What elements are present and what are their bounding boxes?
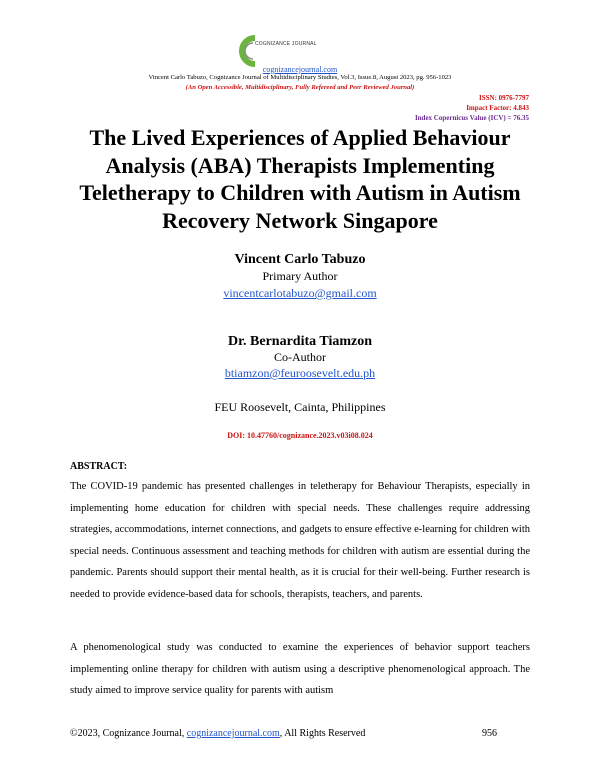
co-author-email-link[interactable]: btiamzon@feuroosevelt.edu.ph bbox=[224, 366, 376, 380]
logo-text: COGNIZANCE JOURNAL bbox=[255, 41, 317, 47]
primary-author-role: Primary Author bbox=[262, 269, 338, 283]
abstract-heading: ABSTRACT: bbox=[70, 461, 128, 472]
open-access-note: (An Open Accessible, Multidisciplinary, Fully Refereed and Peer Reviewed Journal) bbox=[185, 84, 415, 91]
co-author-role: Co-Author bbox=[274, 350, 326, 364]
primary-author-email-link[interactable]: vincentcarlotabuzo@gmail.com bbox=[223, 286, 377, 300]
doi: DOI: 10.47760/cognizance.2023.v03i08.024 bbox=[227, 431, 373, 440]
page-number: 956 bbox=[482, 728, 497, 739]
journal-logo-icon bbox=[233, 34, 283, 68]
primary-author-name: Vincent Carlo Tabuzo bbox=[234, 252, 366, 267]
citation-line: Vincent Carlo Tabuzo, Cognizance Journal of Multidisciplinary Studies, Vol.3, Issue.8, August 2023, pg. 956-1023 bbox=[148, 74, 452, 81]
paper-title: The Lived Experiences of Applied Behaviour Analysis (ABA) Therapists Implementing Teletherapy to Children with Autism in Autism Recovery Network Singapore bbox=[79, 125, 521, 233]
issn: ISSN: 0976-7797 bbox=[479, 94, 529, 102]
abstract-paragraph: A phenomenological study was conducted to examine the experiences of behavior support teachers implementing online therapy for children with autism using a descriptive phenomenological approach. The study aimed to improve service quality for parents with autism bbox=[70, 642, 530, 696]
co-author-name: Dr. Bernardita Tiamzon bbox=[227, 334, 373, 349]
icv-value: Index Copernicus Value (ICV) = 76.35 bbox=[414, 114, 529, 122]
journal-site-link[interactable]: cognizancejournal.com bbox=[262, 65, 338, 74]
affiliation: FEU Roosevelt, Cainta, Philippines bbox=[214, 400, 386, 414]
footer-copyright bbox=[70, 728, 365, 739]
abstract-paragraph: The COVID-19 pandemic has presented challenges in teletherapy for Behaviour Therapists, especially in implementing home education for children with special needs. These challenges require addressing strategies, accommodations, internet connections, and gadgets to ensure effective e-learning for children with special needs. Continuous assessment and teaching methods for children with autism are essential during the pandemic. Parents should support their mental health, as it is crucial for their well-being. Further research is needed to provide evidence-based data for schools, therapists, teachers, and parents. bbox=[70, 481, 530, 600]
footer-prefix: ©2023, Cognizance Journal, bbox=[70, 728, 187, 739]
impact-factor: Impact Factor: 4.843 bbox=[466, 104, 529, 112]
footer-site-link[interactable]: cognizancejournal.com bbox=[186, 728, 280, 739]
footer-suffix: , All Rights Reserved bbox=[279, 728, 366, 739]
